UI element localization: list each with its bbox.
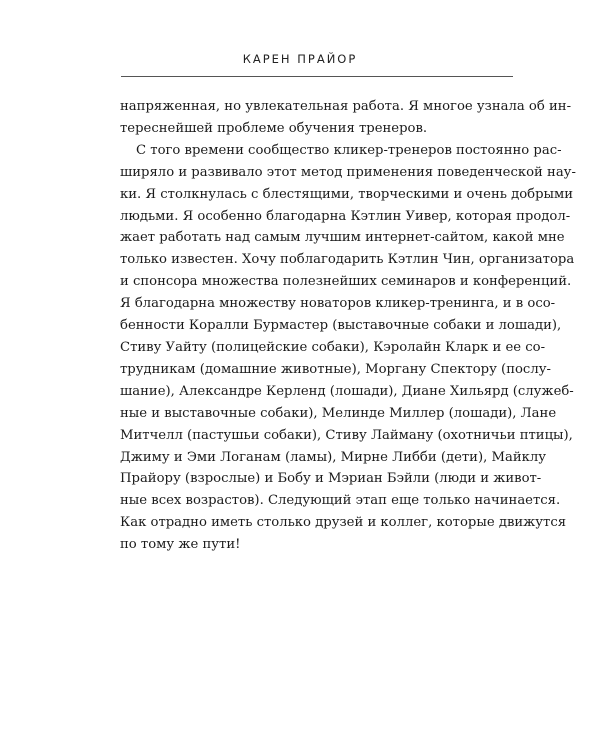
text-line: ки. Я столкнулась с блестящими, творческими и очень добрыми	[120, 186, 574, 202]
text-line: только известен. Хочу поблагодарить Кэтлин Чин, организатора	[120, 252, 575, 268]
text-line: Я благодарна множеству новаторов кликер-тренинга, и в осо-	[120, 296, 556, 312]
text-line: ные всех возрастов). Следующий этап еще только начинается.	[120, 493, 561, 509]
text-line: Джиму и Эми Логанам (ламы), Мирне Либби (дети), Майклу	[120, 449, 547, 465]
body-text	[120, 96, 576, 556]
text-line: Прайору (взрослые) и Бобу и Мэриан Бэйли (люди и живот-	[120, 471, 542, 487]
text-line: трудникам (домашние животные), Моргану Спектору (послу-	[120, 361, 551, 377]
text-line: С того времени сообщество кликер-тренеров постоянно рас-	[136, 142, 562, 158]
text-line: Стиву Уайту (полицейские собаки), Кэролайн Кларк и ее со-	[120, 339, 546, 355]
text-line: бенности Коралли Бурмастер (выставочные собаки и лошади),	[120, 318, 562, 334]
text-line: Митчелл (пастушьи собаки), Стиву Лайману (охотничьи птицы),	[120, 427, 573, 443]
text-line: ширяло и развивало этот метод применения поведенческой нау-	[120, 164, 576, 180]
header-rule	[121, 76, 513, 77]
text-line: и спонсора множества полезнейших семинаров и конференций.	[120, 274, 572, 290]
text-line: ные и выставочные собаки), Мелинде Миллер (лошади), Лане	[120, 405, 557, 421]
text-line: по тому же пути!	[120, 537, 241, 553]
text-line: людьми. Я особенно благодарна Кэтлин Уивер, которая продол-	[120, 208, 571, 224]
running-head: КАРЕН ПРАЙОР	[242, 52, 358, 66]
text-line: напряженная, но увлекательная работа. Я многое узнала об ин-	[120, 99, 572, 114]
text-line: Как отрадно иметь столько друзей и коллег, которые движутся	[120, 515, 567, 531]
text-line: жает работать над самым лучшим интернет-сайтом, какой мне	[120, 230, 565, 246]
text-line: тереснейшей проблеме обучения тренеров.	[120, 120, 428, 136]
text-line: шание), Александре Керленд (лошади), Диане Хильярд (служеб-	[120, 383, 574, 399]
